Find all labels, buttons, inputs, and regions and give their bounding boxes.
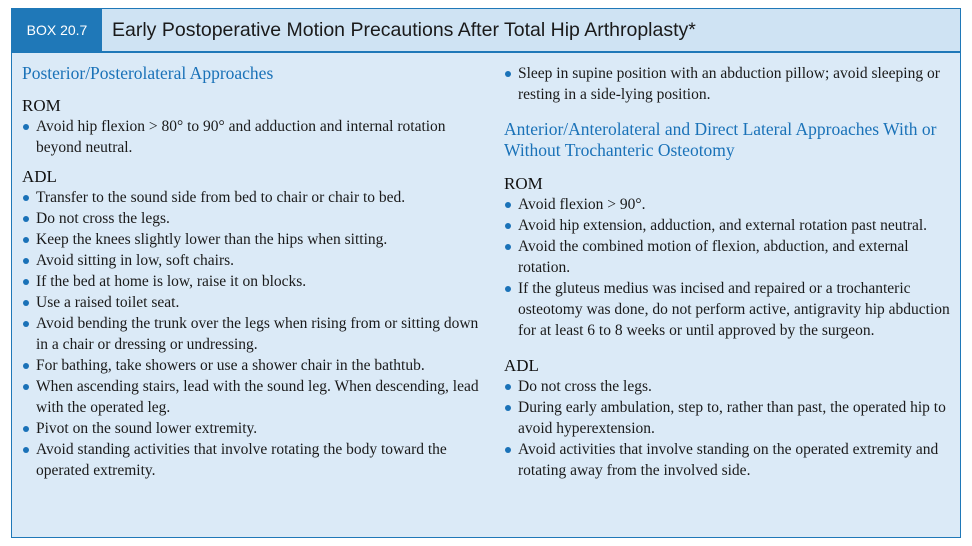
anterior-adl-heading: ADL bbox=[504, 356, 539, 375]
list-item: Use a raised toilet seat. bbox=[22, 292, 492, 313]
list-item: Avoid standing activities that involve rotating the body toward the operated extremity. bbox=[22, 439, 492, 481]
posterior-rom-heading: ROM bbox=[22, 96, 61, 115]
anterior-rom-heading: ROM bbox=[504, 174, 543, 193]
list-item: For bathing, take showers or use a shower chair in the bathtub. bbox=[22, 355, 492, 376]
list-item: If the gluteus medius was incised and repaired or a trochanteric osteotomy was done, do not perform active, antigravity hip abduction for at least 6 to 8 weeks or until approved by the surgeon. bbox=[504, 278, 956, 341]
list-item: Avoid hip flexion > 80° to 90° and adduction and internal rotation beyond neutral. bbox=[22, 116, 492, 158]
list-item: Avoid flexion > 90°. bbox=[504, 194, 956, 215]
posterior-adl-heading: ADL bbox=[22, 167, 57, 186]
list-item: During early ambulation, step to, rather than past, the operated hip to avoid hyperextension. bbox=[504, 397, 956, 439]
list-item: Avoid sitting in low, soft chairs. bbox=[22, 250, 492, 271]
list-item: If the bed at home is low, raise it on blocks. bbox=[22, 271, 492, 292]
box-number-label: BOX 20.7 bbox=[12, 9, 102, 51]
list-item: Do not cross the legs. bbox=[22, 208, 492, 229]
left-column bbox=[22, 63, 492, 481]
posterior-section-title: Posterior/Posterolateral Approaches bbox=[22, 63, 274, 83]
posterior-rom-list bbox=[22, 116, 492, 158]
box-header bbox=[12, 9, 960, 53]
list-item: Avoid activities that involve standing on the operated extremity and rotating away from the involved side. bbox=[504, 439, 956, 481]
list-item: When ascending stairs, lead with the sound leg. When descending, lead with the operated leg. bbox=[22, 376, 492, 418]
list-item: Avoid bending the trunk over the legs when rising from or sitting down in a chair or dressing or undressing. bbox=[22, 313, 492, 355]
list-item: Sleep in supine position with an abduction pillow; avoid sleeping or resting in a side-lying position. bbox=[504, 63, 956, 105]
posterior-sleep-list bbox=[504, 63, 956, 105]
posterior-adl-list bbox=[22, 187, 492, 481]
list-item: Transfer to the sound side from bed to chair or chair to bed. bbox=[22, 187, 492, 208]
precautions-box bbox=[11, 8, 961, 538]
anterior-section-title: Anterior/Anterolateral and Direct Lateral Approaches With or Without Trochanteric Osteotomy bbox=[504, 119, 937, 160]
list-item: Avoid hip extension, adduction, and external rotation past neutral. bbox=[504, 215, 956, 236]
list-item: Avoid the combined motion of flexion, abduction, and external rotation. bbox=[504, 236, 956, 278]
list-item: Keep the knees slightly lower than the hips when sitting. bbox=[22, 229, 492, 250]
box-title: Early Postoperative Motion Precautions After Total Hip Arthroplasty* bbox=[112, 19, 696, 41]
anterior-rom-list bbox=[504, 194, 956, 341]
anterior-adl-list bbox=[504, 376, 956, 481]
list-item: Do not cross the legs. bbox=[504, 376, 956, 397]
right-column bbox=[504, 63, 956, 481]
list-item: Pivot on the sound lower extremity. bbox=[22, 418, 492, 439]
